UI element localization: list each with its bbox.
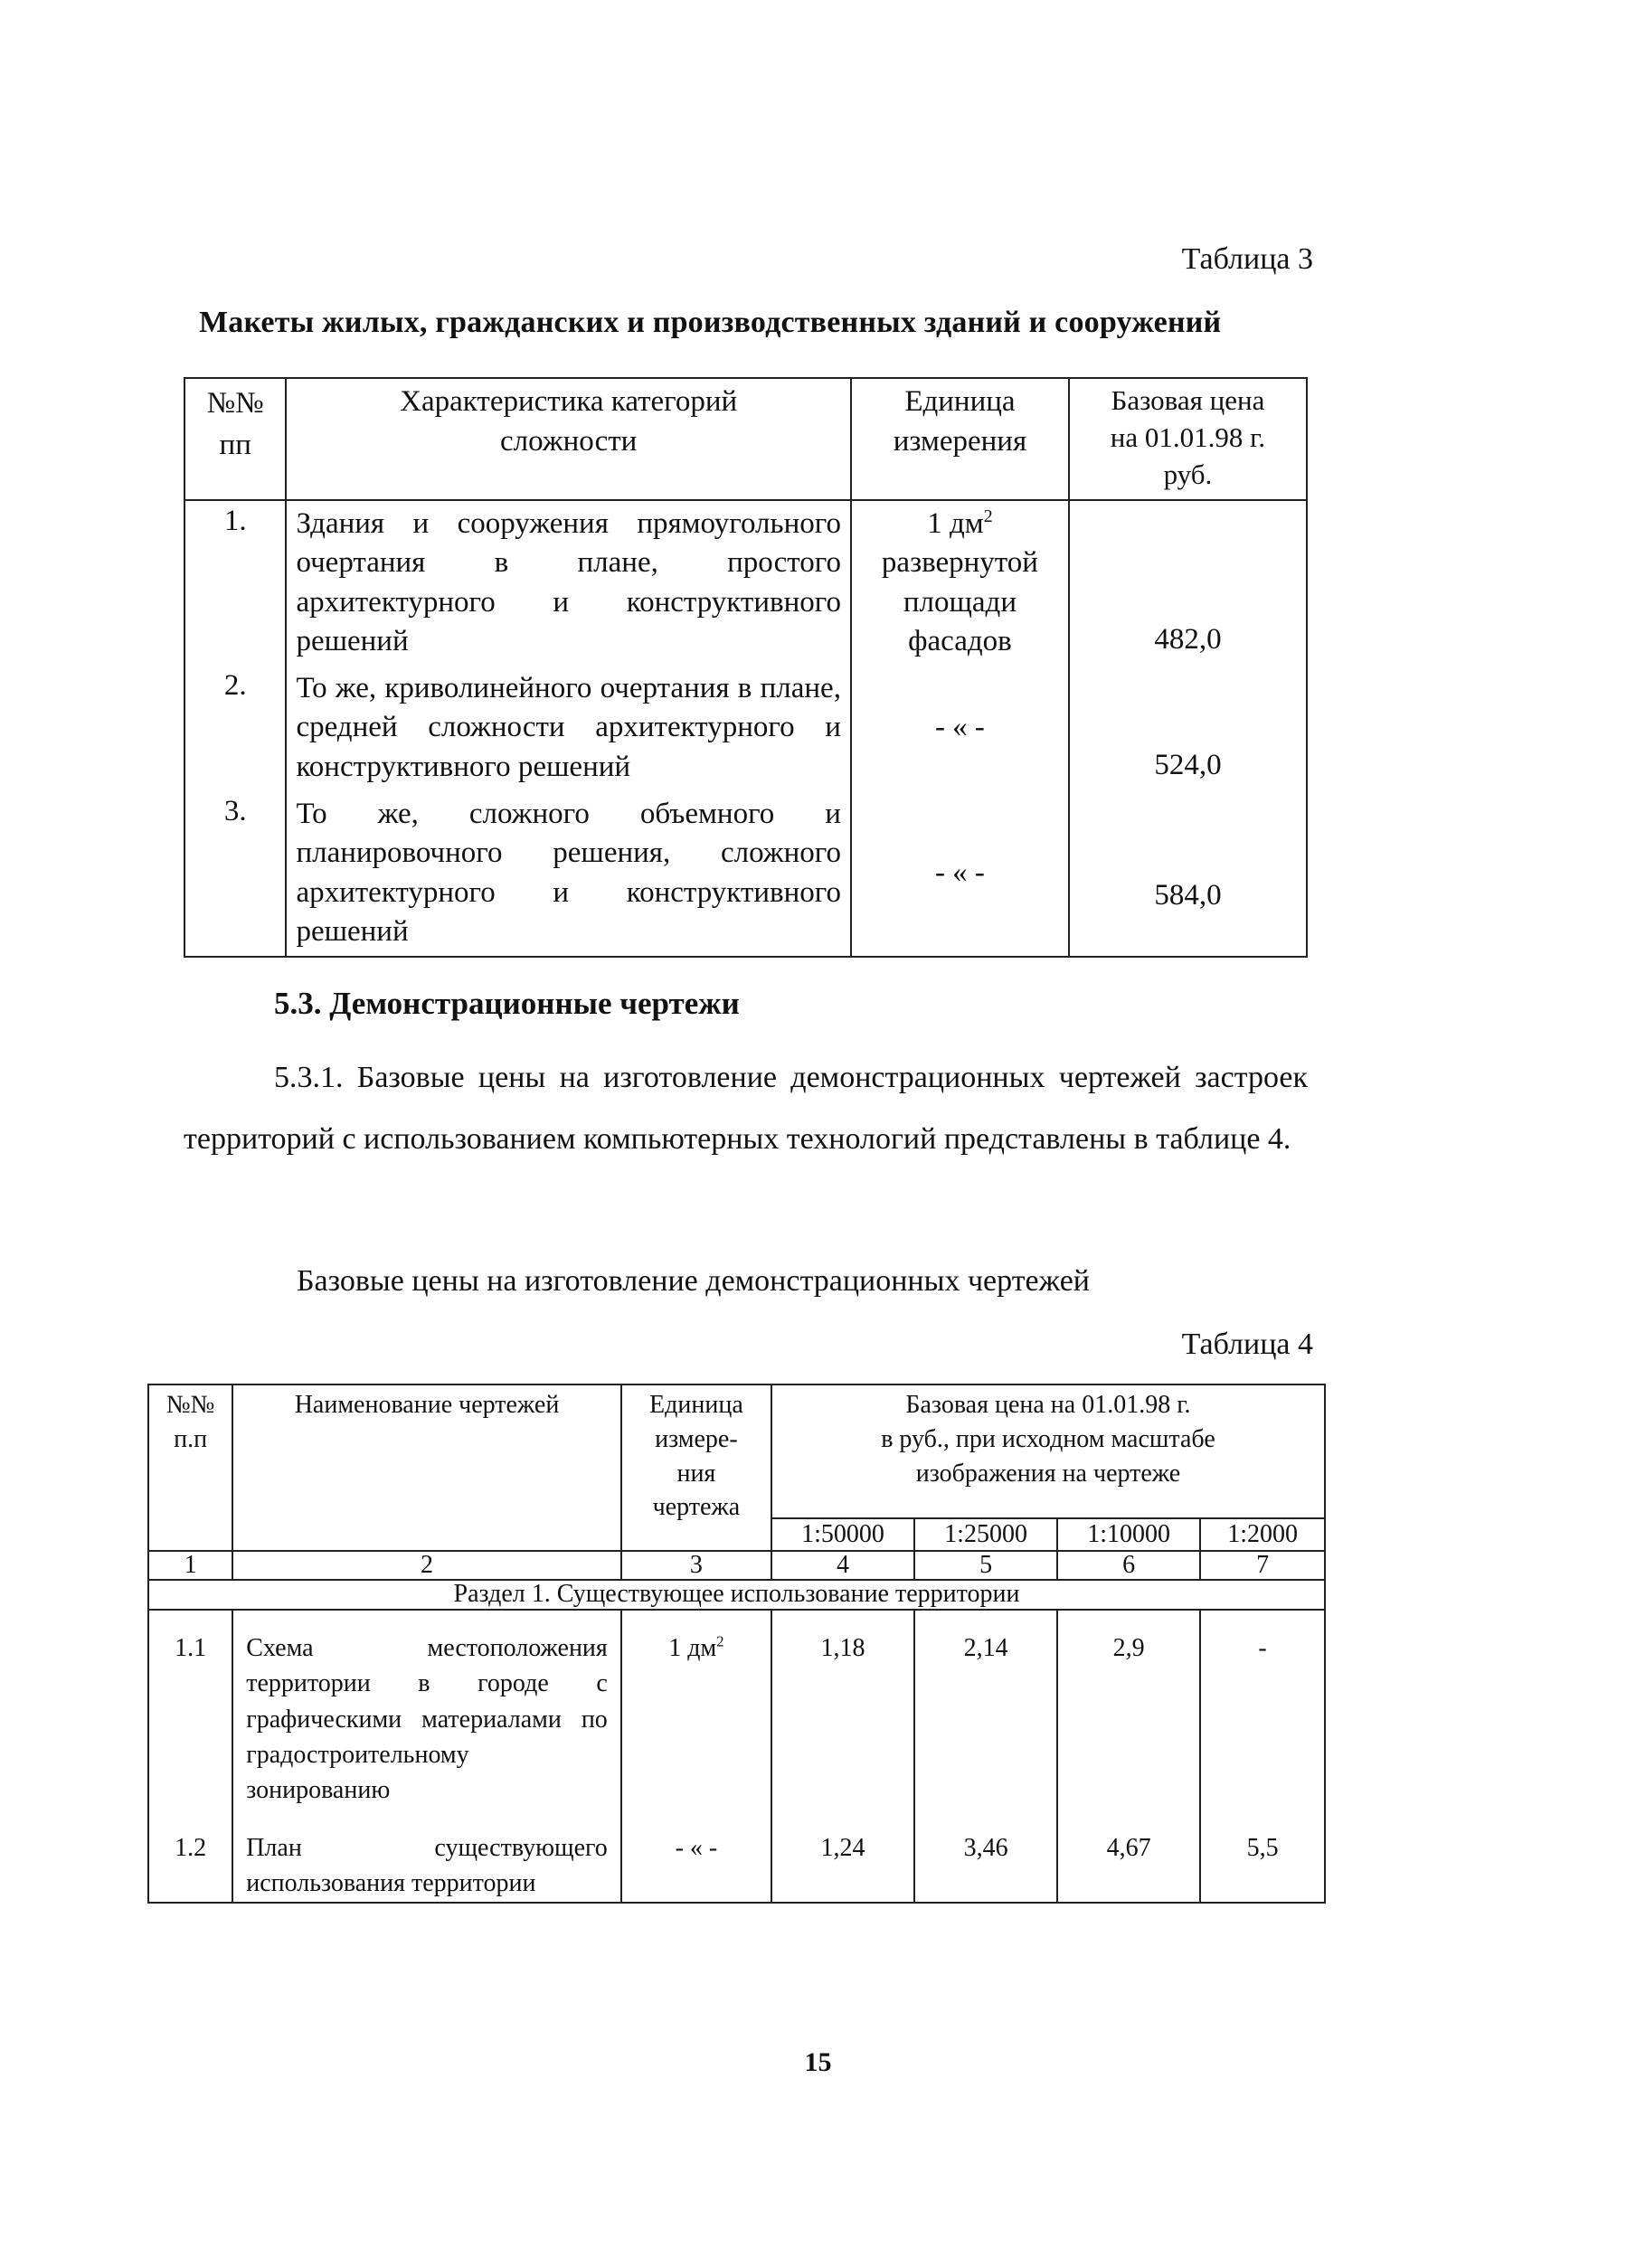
table4-header-price: Базовая цена на 01.01.98 г. в руб., при исходном масштабе изображения на чертеже xyxy=(771,1384,1325,1518)
section-paragraph: 5.3.1. Базовые цены на изготовление демонстрационных чертежей застроек территорий с использованием компьютерных технологий представлены в таблице 4. xyxy=(184,1061,1308,1156)
row-value: 2,14 xyxy=(914,1610,1057,1810)
table4 xyxy=(147,1384,1326,1904)
column-index: 4 xyxy=(771,1551,914,1581)
table3-row xyxy=(184,666,1307,791)
row-value: - xyxy=(1200,1610,1325,1810)
table4-row xyxy=(148,1810,1325,1902)
table3-header-unit: Единица измерения xyxy=(851,378,1069,500)
column-index: 2 xyxy=(232,1551,621,1581)
row-description: То же, криволинейного очертания в плане, средней сложности архитектурного и конструктивного решений xyxy=(286,666,851,791)
table4-header-unit: Единица измере- ния чертежа xyxy=(621,1384,771,1551)
scale-header: 1:10000 xyxy=(1057,1518,1200,1551)
column-index: 7 xyxy=(1200,1551,1325,1581)
row-number: 1.2 xyxy=(148,1810,232,1902)
row-number: 1.1 xyxy=(148,1610,232,1810)
table3-header-price: Базовая цена на 01.01.98 г. руб. xyxy=(1069,378,1307,500)
table4-header-row xyxy=(148,1384,1325,1518)
scale-header: 1:25000 xyxy=(914,1518,1057,1551)
row-unit: 1 $дм^2$ развернутой площади фасадов xyxy=(851,500,1069,666)
table3-header-num: №№ пп xyxy=(184,378,286,500)
row-number: 1. xyxy=(184,500,286,666)
row-value: 3,46 xyxy=(914,1810,1057,1902)
row-unit: - « - xyxy=(851,791,1069,957)
table4-header-name: Наименование чертежей xyxy=(232,1384,621,1551)
table3-row xyxy=(184,791,1307,957)
table4-index-row xyxy=(148,1551,1325,1581)
table4-section-row xyxy=(148,1580,1325,1610)
row-name: Схема местоположения территории в городе с графическими материалами по градостроительному зонированию xyxy=(232,1610,621,1810)
scale-header: 1:2000 xyxy=(1200,1518,1325,1551)
table3-caption: Макеты жилых, гражданских и производственных зданий и сооружений xyxy=(199,306,1222,339)
scale-header: 1:50000 xyxy=(771,1518,914,1551)
page-number: 15 xyxy=(804,2047,832,2077)
row-number: 3. xyxy=(184,791,286,957)
table3-label: Таблица 3 xyxy=(1181,242,1313,276)
table4-caption: Базовые цены на изготовление демонстрационных чертежей xyxy=(297,1264,1090,1298)
table4-header-num: №№ п.п xyxy=(148,1384,232,1551)
column-index: 1 xyxy=(148,1551,232,1581)
table3-row xyxy=(184,500,1307,666)
row-price: 524,0 xyxy=(1069,666,1307,791)
row-unit: 1 $дм^2$ xyxy=(621,1610,771,1810)
row-value: 2,9 xyxy=(1057,1610,1200,1810)
column-index: 3 xyxy=(621,1551,771,1581)
row-value: 1,24 xyxy=(771,1810,914,1902)
row-name: План существующего использования территории xyxy=(232,1810,621,1902)
row-unit: - « - xyxy=(851,666,1069,791)
section-title: 5.3. Демонстрационные чертежи xyxy=(274,986,740,1021)
table4-label: Таблица 4 xyxy=(1181,1328,1313,1361)
table3-header-desc: Характеристика категорий сложности xyxy=(286,378,851,500)
row-unit: - « - xyxy=(621,1810,771,1902)
table4-row xyxy=(148,1610,1325,1810)
column-index: 5 xyxy=(914,1551,1057,1581)
column-index: 6 xyxy=(1057,1551,1200,1581)
row-description: Здания и сооружения прямоугольного очертания в плане, простого архитектурного и конструктивного решений xyxy=(286,500,851,666)
row-number: 2. xyxy=(184,666,286,791)
row-description: То же, сложного объемного и планировочного решения, сложного архитектурного и конструктивного решений xyxy=(286,791,851,957)
row-value: 1,18 xyxy=(771,1610,914,1810)
row-value: 4,67 xyxy=(1057,1810,1200,1902)
row-price: 482,0 xyxy=(1069,500,1307,666)
table3-header-row xyxy=(184,378,1307,500)
row-price: 584,0 xyxy=(1069,791,1307,957)
table3 xyxy=(184,377,1308,958)
row-value: 5,5 xyxy=(1200,1810,1325,1902)
section-heading: Раздел 1. Существующее использование территории xyxy=(148,1580,1325,1610)
